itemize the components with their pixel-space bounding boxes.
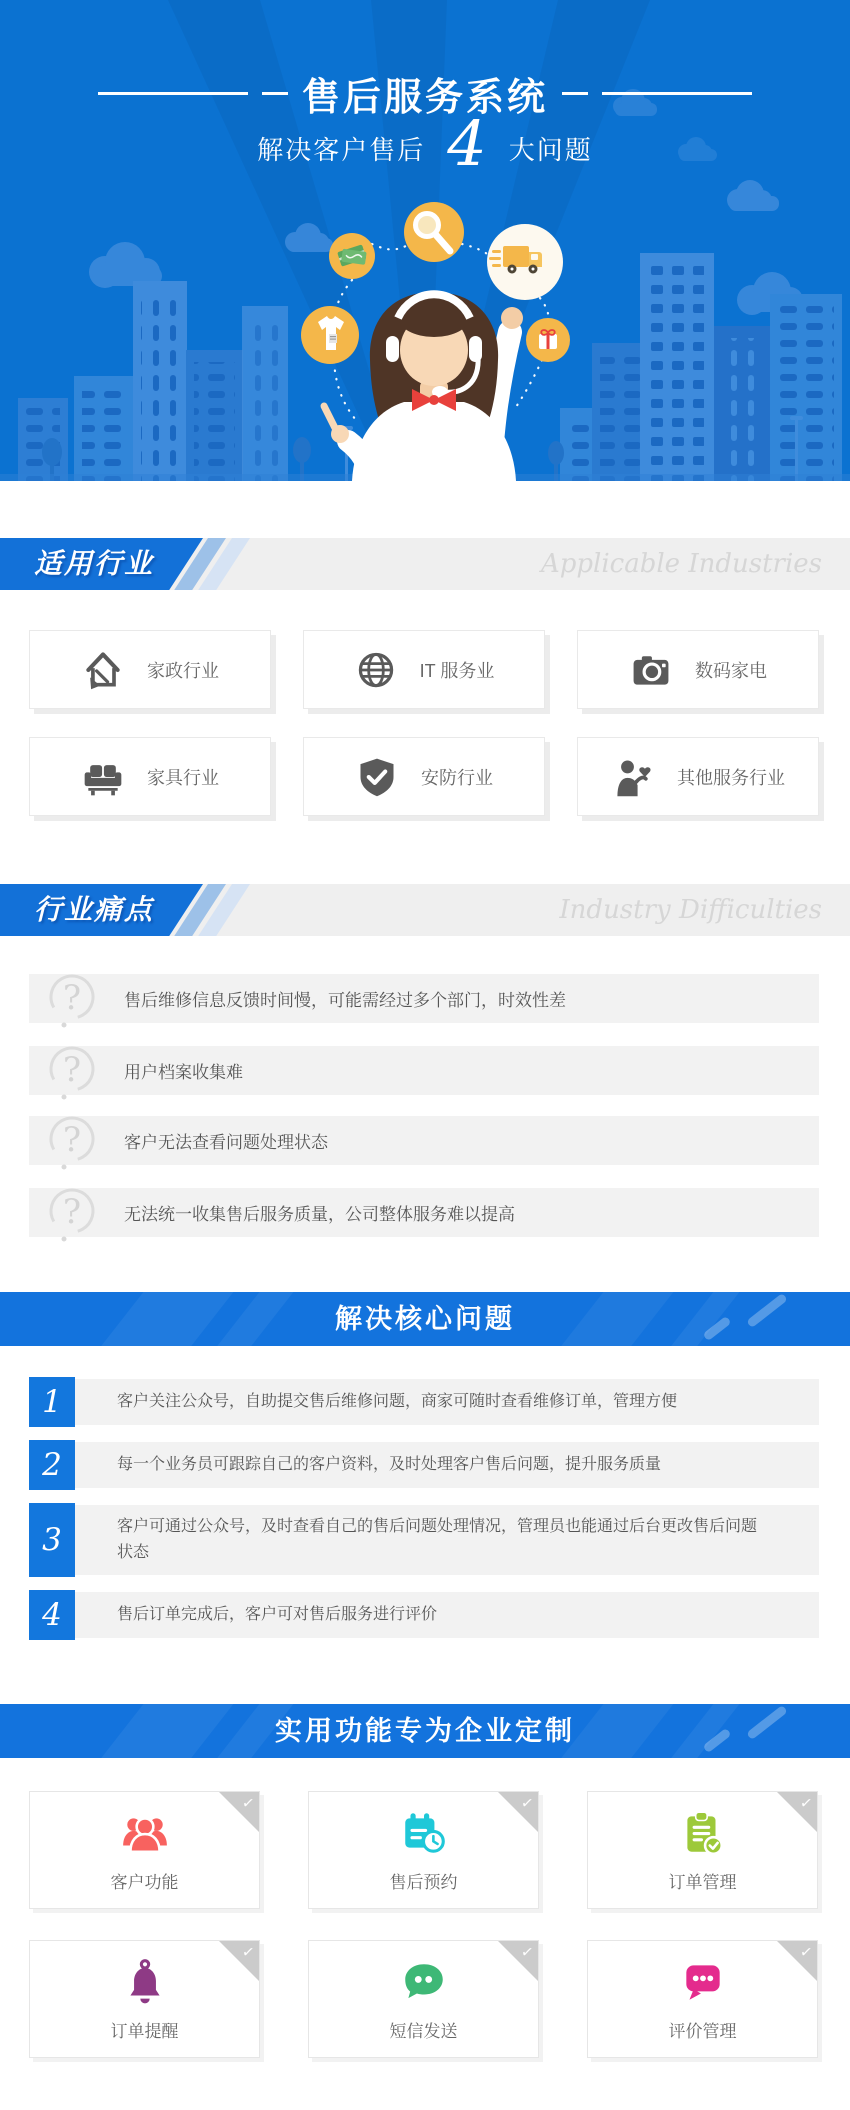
subtitle-prefix: 解决客户售后 [257,134,426,165]
industry-label: 家政行业 [147,660,219,681]
title-line-left [98,92,248,95]
question-mark-icon [45,1042,105,1104]
calendar-clock-icon [399,1808,449,1858]
title-dash-right [562,92,588,95]
solution-text: 售后订单完成后，客户可对售后服务进行评价 [117,1606,438,1623]
feature-card-reminder [29,1940,260,2058]
question-mark-icon [45,1112,105,1174]
globe-icon [354,648,398,692]
pain-point-text: 售后维修信息反馈时间慢，可能需经过多个部门，时效性差 [124,991,566,1010]
industry-card-digital [577,630,819,709]
person-heart-icon [611,755,655,799]
solution-number-badge: 4 [29,1590,75,1640]
feature-card-appointment [308,1791,539,1909]
page-title: 售后服务系统 [301,77,548,119]
feature-label: 客户功能 [110,1872,179,1892]
title-line-right [602,92,752,95]
industries-title: 适用行业 [34,548,155,579]
subtitle-suffix: 大问题 [508,134,593,165]
feature-label: 订单管理 [668,1872,737,1892]
svg-text:?: ? [62,978,82,1018]
svg-text:?: ? [62,1050,82,1090]
difficulties-title-en: Industry Difficulties [559,895,822,925]
solution-text: 客户可通过公众号，及时查看自己的售后问题处理情况，管理员也能通过后台更改售后问题状态 [117,1518,758,1561]
industry-card-housekeeping [29,630,271,709]
camera-icon [629,648,673,692]
chat-square-dots-icon [678,1957,728,2007]
features-title: 实用功能专为企业定制 [275,1716,575,1746]
feature-card-customer [29,1791,260,1909]
pain-point-row [29,1188,819,1237]
feature-label: 订单提醒 [110,2021,179,2041]
solution-number-badge: 1 [29,1377,75,1427]
industry-card-it [303,630,545,709]
pain-point-row [29,1116,819,1165]
svg-text:?: ? [62,1120,82,1160]
subtitle-number: 4 [447,107,487,180]
question-mark-icon [45,1184,105,1246]
features-section-band [0,1704,850,1758]
hero-banner [0,0,850,481]
feature-card-reviews [587,1940,818,2058]
industries-section-band [0,538,850,590]
question-mark-icon [45,970,105,1032]
industry-card-other [577,737,819,816]
bell-icon [120,1957,170,2007]
gift-bubble [526,318,570,362]
industry-label: 其他服务行业 [677,767,785,788]
solution-number-badge: 2 [29,1440,75,1490]
pain-point-text: 无法统一收集售后服务质量，公司整体服务难以提高 [124,1205,515,1224]
solutions-title: 解决核心问题 [335,1304,515,1334]
industry-label: 安防行业 [421,767,493,788]
pain-point-text: 客户无法查看问题处理状态 [124,1133,328,1152]
feature-label: 评价管理 [668,2021,737,2041]
solution-text: 每一个业务员可跟踪自己的客户资料，及时处理客户售后问题，提升服务质量 [117,1456,662,1473]
sofa-icon [81,755,125,799]
svg-text:?: ? [62,1192,82,1232]
industry-card-security [303,737,545,816]
pain-point-row [29,974,819,1023]
industry-cards [29,630,821,816]
truck-bubble [487,224,563,300]
house-broom-icon [81,648,125,692]
pain-point-row [29,1046,819,1095]
industry-label: 家具行业 [147,767,219,788]
difficulties-section-band [0,884,850,936]
shield-check-icon [355,755,399,799]
solutions-section-band [0,1292,850,1346]
chat-dots-icon [399,1957,449,2007]
tshirt-bubble [301,306,359,364]
feature-cards [29,1791,821,2058]
solution-number-badge: 3 [29,1503,75,1577]
title-dash-left [262,92,288,95]
feature-card-sms [308,1940,539,2058]
feature-label: 售后预约 [389,1872,458,1892]
feature-card-orders [587,1791,818,1909]
clipboard-check-icon [678,1808,728,1858]
solution-text: 客户关注公众号，自助提交售后维修问题，商家可随时查看维修订单，管理方便 [117,1393,678,1410]
magnifier-bubble [404,202,464,262]
industry-card-furniture [29,737,271,816]
difficulties-title: 行业痛点 [34,894,155,925]
solution-row [29,1442,819,1488]
industries-title-en: Applicable Industries [540,549,822,579]
feature-label: 短信发送 [389,2021,458,2041]
industry-label: 数码家电 [695,660,767,681]
industry-label: IT 服务业 [419,660,495,681]
solution-row [29,1592,819,1638]
money-bubble [329,233,375,279]
solution-row [29,1379,819,1425]
pain-point-text: 用户档案收集难 [124,1063,243,1082]
hero-subtitle [0,107,850,184]
users-icon [120,1808,170,1858]
solution-row [29,1505,819,1575]
